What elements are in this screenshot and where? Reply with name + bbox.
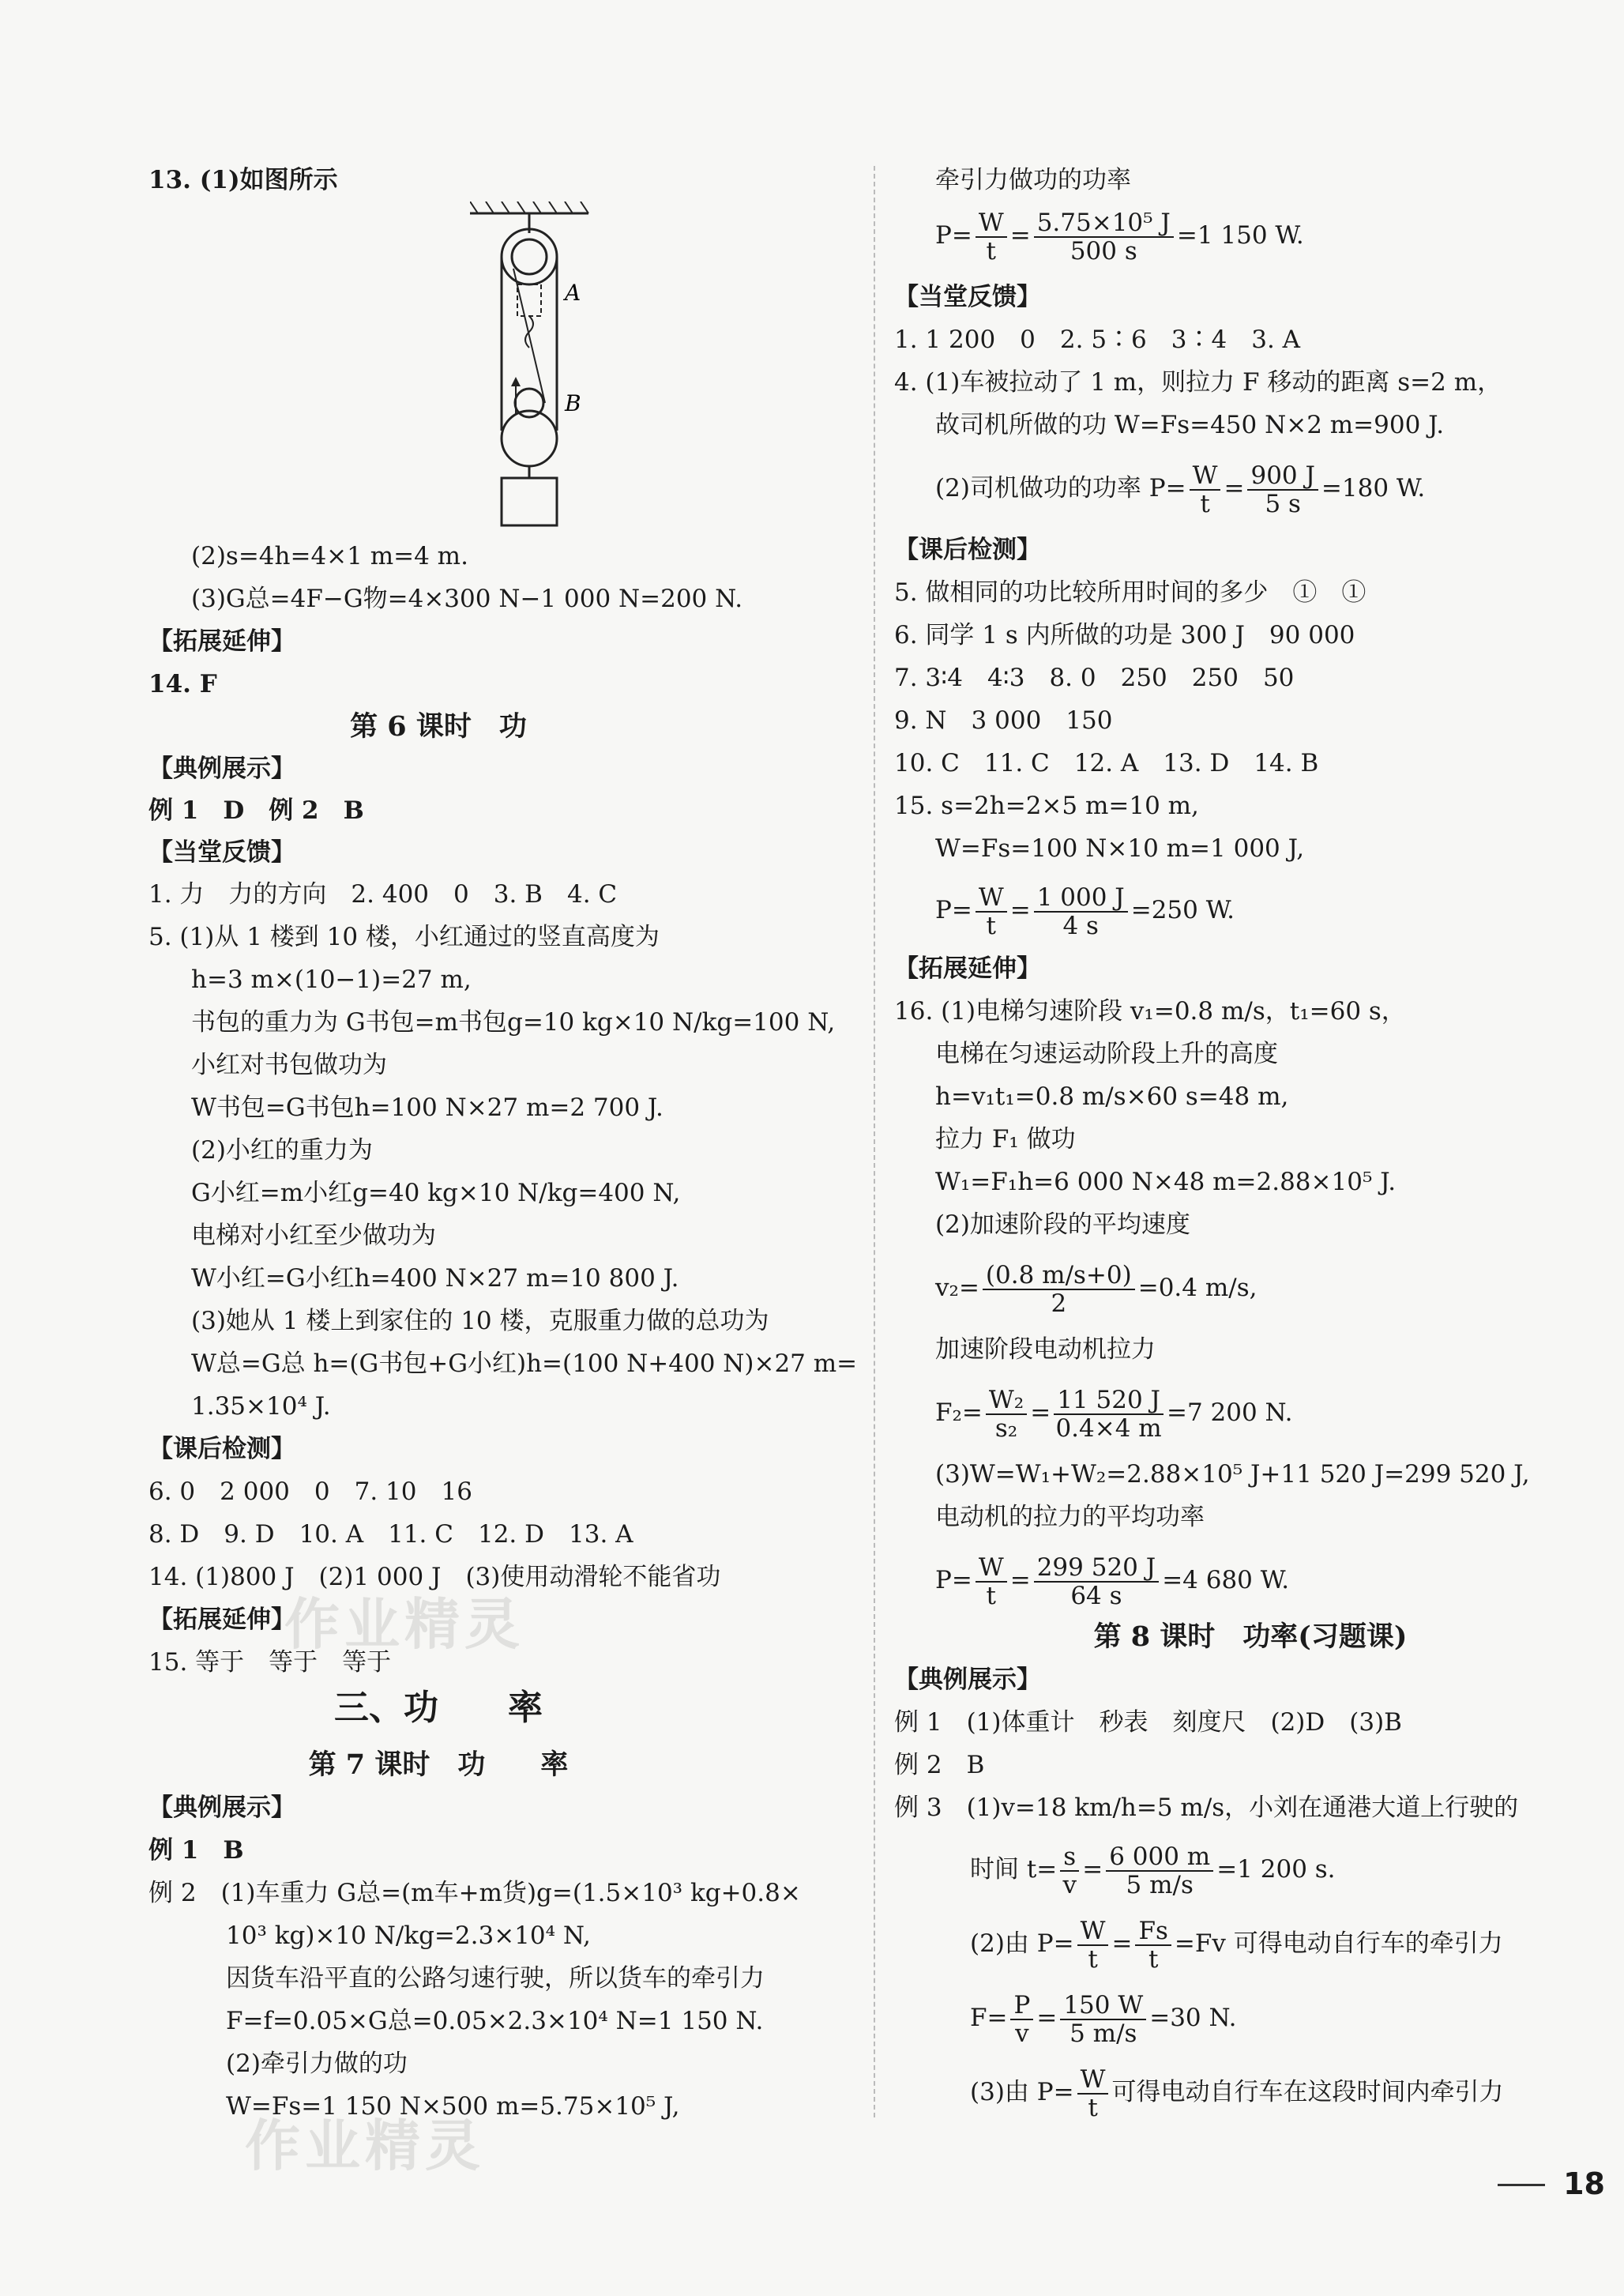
lesson-6-title: 第 6 课时 功 — [350, 710, 527, 743]
answer-4-line: 故司机所做的功 W=Fs=450 N×2 m=900 J. — [935, 411, 1445, 439]
example-answers: 例 1 D 例 2 B — [148, 796, 364, 825]
section-heading: 【拓展延伸】 — [148, 1605, 295, 1634]
section-heading: 【拓展延伸】 — [148, 627, 295, 656]
answer-5-line: 小红对书包做功为 — [191, 1051, 387, 1079]
answer-5-line: W总=G总 h=(G书包+G小红)h=(100 N+400 N)×27 m= — [191, 1349, 858, 1378]
answer-16-line: (2)加速阶段的平均速度 — [935, 1210, 1190, 1239]
answer-14: 14. F — [148, 670, 217, 698]
feedback-answers: 1. 1 200 0 2. 5∶6 3∶4 3. A — [894, 326, 1301, 354]
section-heading: 【课后检测】 — [894, 536, 1041, 564]
answer-5-line: h=3 m×(10−1)=27 m, — [191, 965, 472, 994]
answer-16-line: 拉力 F₁ 做功 — [935, 1125, 1076, 1154]
check-answers: 14. (1)800 J (2)1 000 J (3)使用动滑轮不能省功 — [148, 1563, 721, 1591]
answer-15-line: W=Fs=100 N×10 m=1 000 J, — [935, 834, 1305, 863]
check-answers: 5. 做相同的功比较所用时间的多少 ① ① — [894, 578, 1366, 607]
chapter-3-title: 三、功 率 — [334, 1688, 543, 1728]
watermark: 作业精灵 — [284, 1592, 524, 1657]
answer-5-line: 5. (1)从 1 楼到 10 楼，小红通过的竖直高度为 — [148, 923, 660, 951]
column-divider — [874, 166, 875, 2117]
example-3-formula: (2)由 P= $\frac{W}{t}$ = $\frac{Fs}{t}$ =Fv 可得电动自行车的牵引力 — [970, 1916, 1503, 1974]
answer-4-line: 4. (1)车被拉动了 1 m，则拉力 F 移动的距离 s=2 m， — [894, 368, 1502, 397]
example-2: 例 2 B — [894, 1751, 985, 1779]
answer-16-formula: v₂= $\frac{(0.8 m/s+0)}{2}$ =0.4 m/s, — [935, 1260, 1257, 1318]
example-2-line: 因货车沿平直的公路匀速行驶，所以货车的牵引力 — [226, 1964, 765, 1993]
example-2-line: W=Fs=1 150 N×500 m=5.75×10⁵ J, — [226, 2092, 680, 2121]
answer-16-line: W₁=F₁h=6 000 N×48 m=2.88×10⁵ J. — [935, 1168, 1397, 1196]
check-answers: 9. N 3 000 150 — [894, 706, 1113, 735]
page-number: 18 — [1563, 2166, 1605, 2201]
check-answers: 6. 0 2 000 0 7. 10 16 — [148, 1477, 472, 1506]
lesson-7-title: 第 7 课时 功 率 — [308, 1748, 569, 1781]
example-3-formula: F= $\frac{P}{v}$ = $\frac{150 W}{5 m/s}$ =30 N. — [970, 1990, 1237, 2048]
pulley-diagram — [470, 201, 596, 533]
page-number-dash — [1498, 2184, 1545, 2186]
answer-16-line: (3)W=W₁+W₂=2.88×10⁵ J+11 520 J=299 520 J, — [935, 1460, 1530, 1489]
answer-16-formula: P= $\frac{W}{t}$ = $\frac{299 520 J}{64 s}$ =4 680 W. — [935, 1553, 1290, 1610]
section-heading: 【典例展示】 — [894, 1666, 1041, 1694]
section-heading: 【典例展示】 — [148, 755, 295, 783]
answer-16-line: 加速阶段电动机拉力 — [935, 1335, 1156, 1364]
power-line: 牵引力做功的功率 — [935, 166, 1131, 194]
answer-16-line: 电动机的拉力的平均功率 — [935, 1503, 1205, 1531]
section-heading: 【典例展示】 — [148, 1794, 295, 1822]
check-answers: 8. D 9. D 10. A 11. C 12. D 13. A — [148, 1520, 633, 1549]
answer-16-line: 16. (1)电梯匀速阶段 v₁=0.8 m/s，t₁=60 s， — [894, 997, 1406, 1026]
lesson-8-title: 第 8 课时 功率(习题课) — [1093, 1620, 1408, 1653]
answer-5-line: 1.35×10⁴ J. — [191, 1392, 331, 1421]
answer-5-line: (2)小红的重力为 — [191, 1136, 373, 1165]
example-3-formula: (3)由 P= $\frac{W}{t}$ 可得电动自行车在这段时间内牵引力 — [970, 2065, 1504, 2122]
feedback-answers: 1. 力 力的方向 2. 400 0 3. B 4. C — [148, 880, 618, 909]
answer-15-formula: P= $\frac{W}{t}$ = $\frac{1 000 J}{4 s}$ =250 W. — [935, 883, 1235, 940]
section-heading: 【当堂反馈】 — [148, 838, 295, 867]
answer-15: 15. 等于 等于 等于 — [148, 1648, 392, 1677]
answer-13-3: (3)G总=4F−G物=4×300 N−1 000 N=200 N. — [191, 585, 743, 613]
section-heading: 【拓展延伸】 — [894, 954, 1041, 983]
answer-13-1: 13. (1)如图所示 — [148, 166, 338, 194]
example-3-line: 例 3 (1)v=18 km/h=5 m/s，小刘在通港大道上行驶的 — [894, 1794, 1519, 1822]
example-3-formula: 时间 t= $\frac{s}{v}$ = $\frac{6 000 m}{5 m/s}$ =1 200 s. — [970, 1842, 1336, 1899]
answer-16-line: h=v₁t₁=0.8 m/s×60 s=48 m, — [935, 1082, 1289, 1111]
answer-5-line: (3)她从 1 楼上到家住的 10 楼，克服重力做的总功为 — [191, 1307, 769, 1335]
check-answers: 7. 3∶4 4∶3 8. 0 250 250 50 — [894, 664, 1295, 692]
example-2-line: F=f=0.05×G总=0.05×2.3×10⁴ N=1 150 N. — [226, 2007, 764, 2035]
section-heading: 【当堂反馈】 — [894, 283, 1041, 311]
answer-5-line: G小红=m小红g=40 kg×10 N/kg=400 N, — [191, 1179, 681, 1207]
answer-16-line: 电梯在匀速运动阶段上升的高度 — [935, 1040, 1278, 1068]
answer-13-2: (2)s=4h=4×1 m=4 m. — [191, 542, 468, 570]
watermark: 作业精灵 — [245, 2113, 485, 2178]
section-heading: 【课后检测】 — [148, 1435, 295, 1463]
answer-5-line: 书包的重力为 G书包=m书包g=10 kg×10 N/kg=100 N, — [191, 1008, 836, 1037]
answer-5-line: W书包=G书包h=100 N×27 m=2 700 J. — [191, 1093, 664, 1122]
answer-16-formula: F₂= $\frac{\text{W₂}}{\text{s₂}}$ = $\frac{11 520 J}{0.4\times 4 m}$ =7 200 N. — [935, 1385, 1293, 1443]
answer-5-line: W小红=G小红h=400 N×27 m=10 800 J. — [191, 1264, 679, 1293]
answer-5-line: 电梯对小红至少做功为 — [191, 1221, 436, 1250]
fig-label-b: B — [565, 390, 581, 416]
example-2-line: 10³ kg)×10 N/kg=2.3×10⁴ N, — [226, 1921, 591, 1950]
fig-label-a: A — [565, 280, 581, 306]
example-2-line: (2)牵引力做的功 — [226, 2049, 408, 2078]
answer-15-line: 15. s=2h=2×5 m=10 m, — [894, 792, 1199, 820]
power-formula: P= $\frac{W}{t}$ = $\frac{\text{5.75×10⁵ J}}{500 s}$ =1 150 W. — [935, 208, 1304, 265]
answer-4-formula: (2)司机做功的功率 P= $\frac{W}{t}$ = $\frac{900 J}{5 s}$ =180 W. — [935, 461, 1426, 518]
example-1: 例 1 (1)体重计 秒表 刻度尺 (2)D (3)B — [894, 1708, 1402, 1737]
check-answers: 6. 同学 1 s 内所做的功是 300 J 90 000 — [894, 621, 1355, 649]
example-1: 例 1 B — [148, 1836, 244, 1865]
check-answers: 10. C 11. C 12. A 13. D 14. B — [894, 749, 1319, 777]
example-2-line: 例 2 (1)车重力 G总=(m车+m货)g=(1.5×10³ kg+0.8× — [148, 1879, 801, 1907]
